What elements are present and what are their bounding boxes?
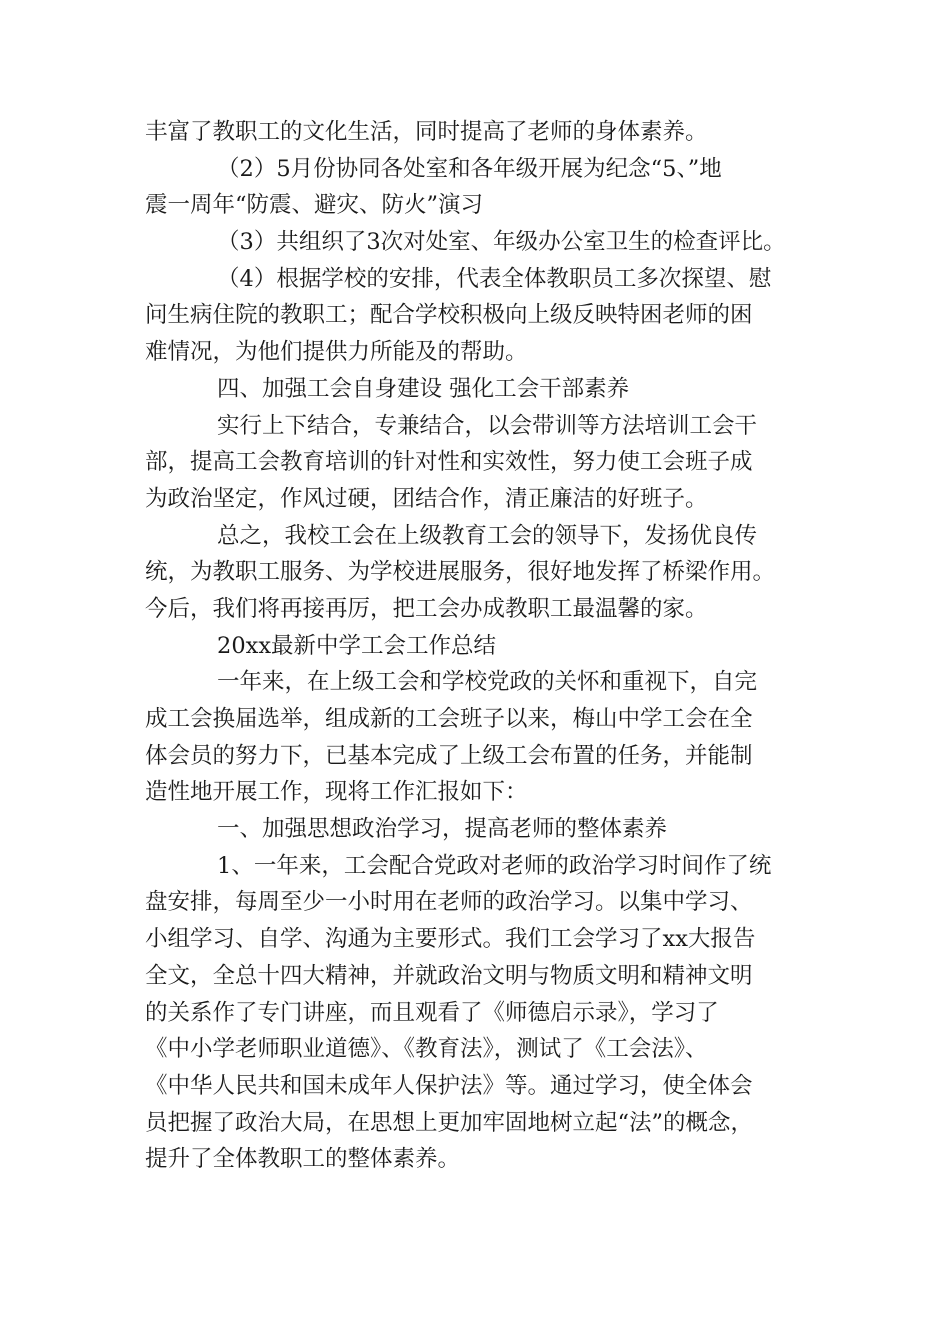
text-line: 《中小学老师职业道德》、《教育法》，测试了《工会法》、 xyxy=(145,1036,708,1063)
text-line: 成工会换届选举，组成新的工会班子以来，梅山中学工会在全 xyxy=(145,706,753,732)
text-line: 丰富了教职工的文化生活，同时提高了老师的身体素养。 xyxy=(145,119,708,145)
text-line: （2）5月份协同各处室和各年级开展为纪念“5、”地 xyxy=(217,155,722,182)
text-line: 为政治坚定，作风过硬，团结合作，清正廉洁的好班子。 xyxy=(145,485,708,512)
text-line: 《中华人民共和国未成年人保护法》等。通过学习，使全体会 xyxy=(145,1072,753,1099)
text-line: 一年来，在上级工会和学校党政的关怀和重视下，自完 xyxy=(217,669,758,696)
text-line: 一、加强思想政治学习，提高老师的整体素养 xyxy=(217,816,668,843)
text-line: 四、加强工会自身建设 强化工会干部素养 xyxy=(217,375,630,402)
text-line: 20xx最新中学工会工作总结 xyxy=(217,632,497,659)
text-line: （3）共组织了3次对处室、年级办公室卫生的检查评比。 xyxy=(217,229,786,256)
text-line: 全文，全总十四大精神，并就政治文明与物质文明和精神文明 xyxy=(145,962,753,989)
text-line: 的关系作了专门讲座，而且观看了《师德启示录》，学习了 xyxy=(145,999,719,1026)
text-line: 提升了全体教职工的整体素养。 xyxy=(145,1146,461,1173)
text-line: 震一周年“防震、避灾、防火”演习 xyxy=(145,192,484,219)
text-line: 小组学习、自学、沟通为主要形式。我们工会学习了xx大报告 xyxy=(145,926,756,953)
document-body xyxy=(145,114,815,1178)
text-line: 部，提高工会教育培训的针对性和实效性，努力使工会班子成 xyxy=(145,449,753,476)
text-line: 体会员的努力下，已基本完成了上级工会布置的任务，并能制 xyxy=(145,742,753,769)
text-line: 盘安排，每周至少一小时用在老师的政治学习。以集中学习、 xyxy=(145,889,753,916)
text-line: 1、一年来，工会配合党政对老师的政治学习时间作了统 xyxy=(217,852,772,879)
text-line: 造性地开展工作，现将工作汇报如下： xyxy=(145,779,528,806)
text-line: 统，为教职工服务、为学校进展服务，很好地发挥了桥梁作用。 xyxy=(145,559,776,586)
text-line: 问生病住院的教职工；配合学校积极向上级反映特困老师的困 xyxy=(145,302,753,329)
text-line: 难情况，为他们提供力所能及的帮助。 xyxy=(145,339,528,366)
text-line: （4）根据学校的安排，代表全体教职员工多次探望、慰 xyxy=(217,265,772,292)
text-line: 员把握了政治大局，在思想上更加牢固地树立起“法”的概念， xyxy=(145,1109,754,1136)
text-line: 总之，我校工会在上级教育工会的领导下，发扬优良传 xyxy=(217,522,758,549)
text-line: 实行上下结合，专兼结合，以会带训等方法培训工会干 xyxy=(217,412,758,439)
text-line: 今后，我们将再接再厉，把工会办成教职工最温馨的家。 xyxy=(145,595,708,622)
